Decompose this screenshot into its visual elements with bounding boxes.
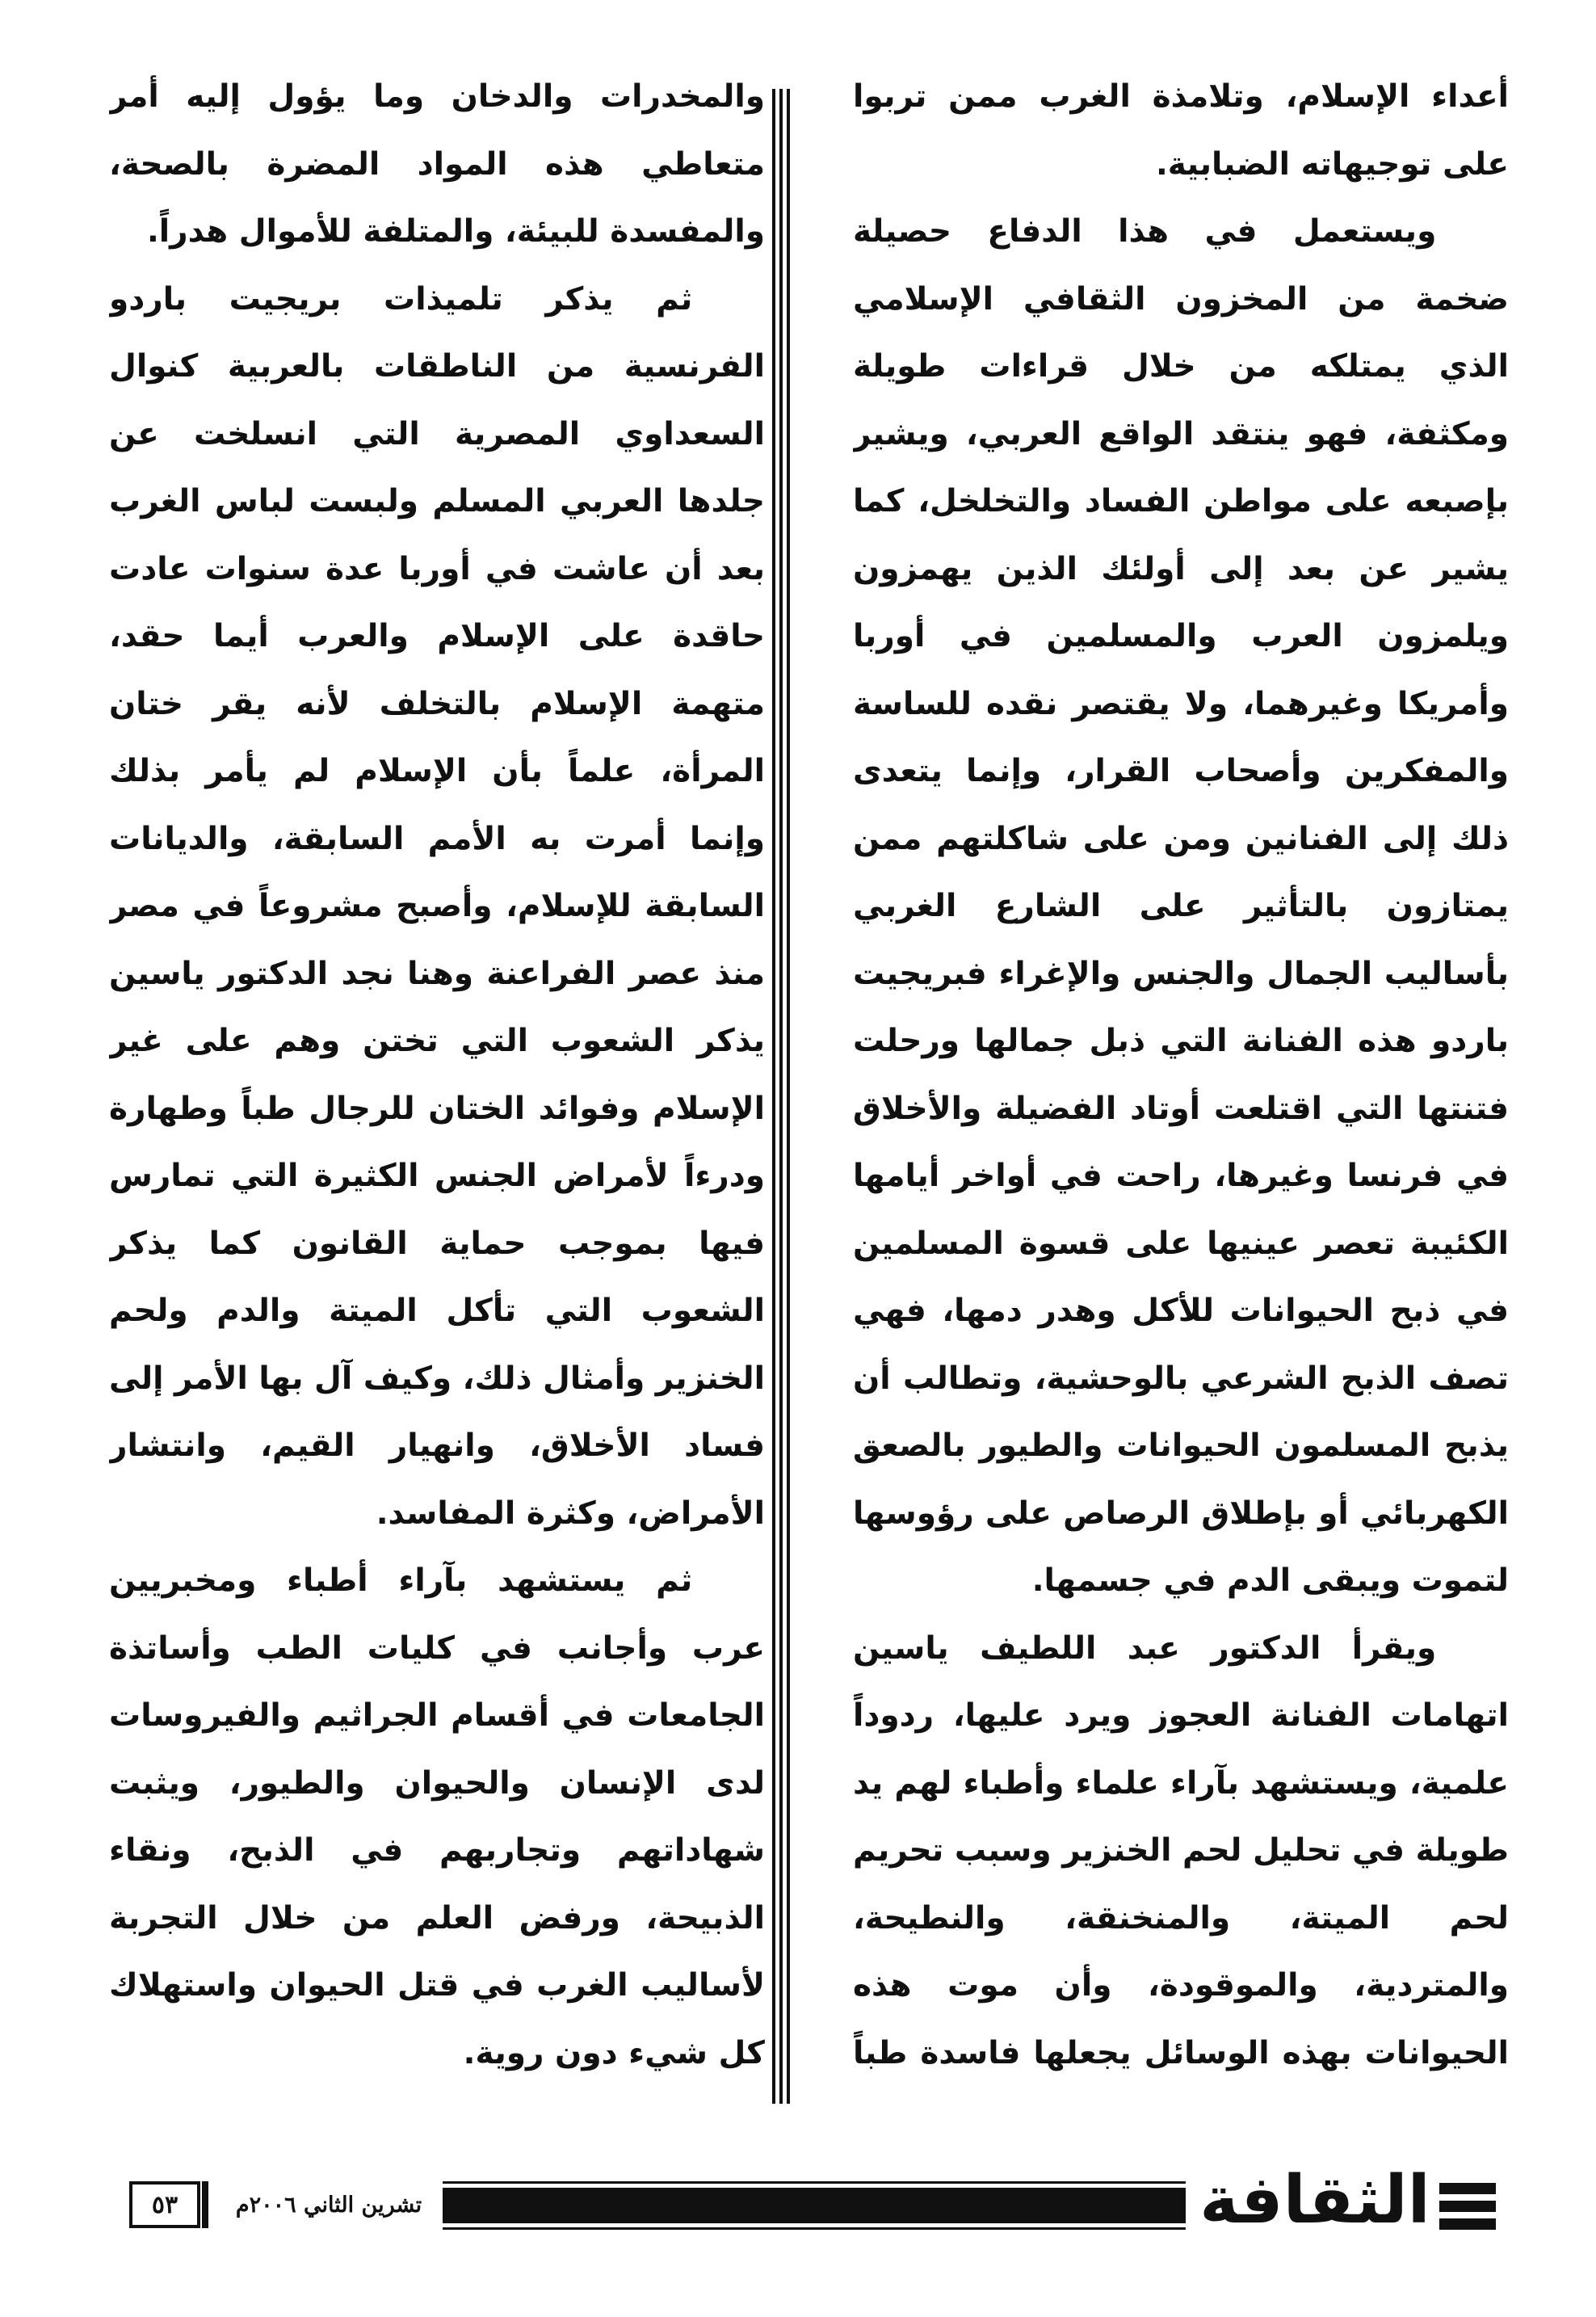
logo-bar [1439, 2218, 1496, 2230]
article-column-right [853, 63, 1509, 2091]
page-number: ٥٣ [129, 2181, 200, 2228]
issue-date: تشرين الثاني ٢٠٠٦م [235, 2193, 422, 2218]
paragraph [109, 2087, 765, 2091]
logo-bar [1439, 2201, 1496, 2212]
paragraph: ثم يستشهد بآراء أطباء ومخبريين عرب وأجانب في كليات الطب وأساتذة الجامعات في أقسام الجراثيم والفيروسات لدى الإنسان والحيوان والطيور، ويثبت شهاداتهم وتجاربهم في الذبح، ونقاء الذبيحة، ورفض العلم من خلال التجربة لأساليب الغرب في قتل الحيوان واستهلاك كل شيء دون روية. [109, 1562, 765, 2071]
footer-rule [443, 2188, 1186, 2223]
column-divider [772, 89, 790, 2104]
paragraph: ويقرأ الدكتور عبد اللطيف ياسين اتهامات الفنانة العجوز ويرد عليها، ردوداً علمية، ويستشهد بآراء علماء وأطباء لهم يد طويلة في تحليل لحم الخنزير وسبب تحريم لحم الميتة، والمنخنقة، والنطيحة، والمتردية، والموقودة، وأن موت هذه الحيوانات بهذه الوسائل يجعلها فاسدة طباً [853, 1629, 1509, 2071]
paragraph: والمخدرات والدخان وما يؤول إليه أمر متعاطي هذه المواد المضرة بالصحة، والمفسدة للبيئة، والمتلفة للأموال هدراً. [109, 78, 765, 250]
paragraph: أعداء الإسلام، وتلامذة الغرب ممن تربوا على توجيهاته الضبابية. [853, 78, 1509, 183]
paragraph: ويستعمل في هذا الدفاع حصيلة ضخمة من المخزون الثقافي الإسلامي الذي يمتلكه من خلال قراءات طويلة ومكثفة، فهو ينتقد الواقع العربي، ويشير بإصبعه على مواطن الفساد والتخلخل، كما يشير عن بعد إلى أولئك الذين يهمزون ويلمزون العرب والمسلمين في أوربا وأمريكا وغيرهما، ولا يقتصر نقده للساسة والمفكرين وأصحاب القرار، وإنما يتعدى ذلك إلى الفنانين ومن على شاكلتهم ممن يمتازون بالتأثير على الشارع الغربي بأساليب الجمال والجنس والإغراء فبريجيت باردو هذه الفنانة التي ذبل جمالها ورحلت فتنتها التي اقتلعت أوتاد الفضيلة والأخلاق في فرنسا وغيرها، راحت في أواخر أيامها الكئيبة تعصر عينيها على قسوة المسلمين في ذبح الحيوانات للأكل وهدر دمها، فهي تصف الذبح الشرعي بالوحشية، وتطالب أن يذبح المسلمون الحيوانات والطيور بالصعق الكهربائي أو بإطلاق الرصاص على رؤوسها لتموت ويبقى الدم في جسمها. [853, 213, 1509, 1599]
article-column-left [109, 63, 765, 2091]
logo-bar [1439, 2183, 1496, 2194]
footer-rule [443, 2181, 1186, 2184]
magazine-logo: الثقافة [1199, 2162, 1430, 2239]
footer-rule [443, 2227, 1186, 2230]
paragraph: ثم يذكر تلميذات بريجيت باردو الفرنسية من الناطقات بالعربية كنوال السعداوي المصرية التي انسلخت عن جلدها العربي المسلم ولبست لباس الغرب بعد أن عاشت في أوربا عدة سنوات عادت حاقدة على الإسلام والعرب أيما حقد، متهمة الإسلام بالتخلف لأنه يقر ختان المرأة، علماً بأن الإسلام لم يأمر بذلك وإنما أمرت به الأمم السابقة، والديانات السابقة للإسلام، وأصبح مشروعاً في مصر منذ عصر الفراعنة وهنا نجد الدكتور ياسين يذكر الشعوب التي تختن وهم على غير الإسلام وفوائد الختان للرجال طباً وطهارة ودرءاً لأمراض الجنس الكثيرة التي تمارس فيها بموجب حماية القانون كما يذكر الشعوب التي تأكل الميتة والدم ولحم الخنزير وأمثال ذلك، وكيف آل بها الأمر إلى فساد الأخلاق، وانهيار القيم، وانتشار الأمراض، وكثرة المفاسد. [109, 280, 765, 1532]
